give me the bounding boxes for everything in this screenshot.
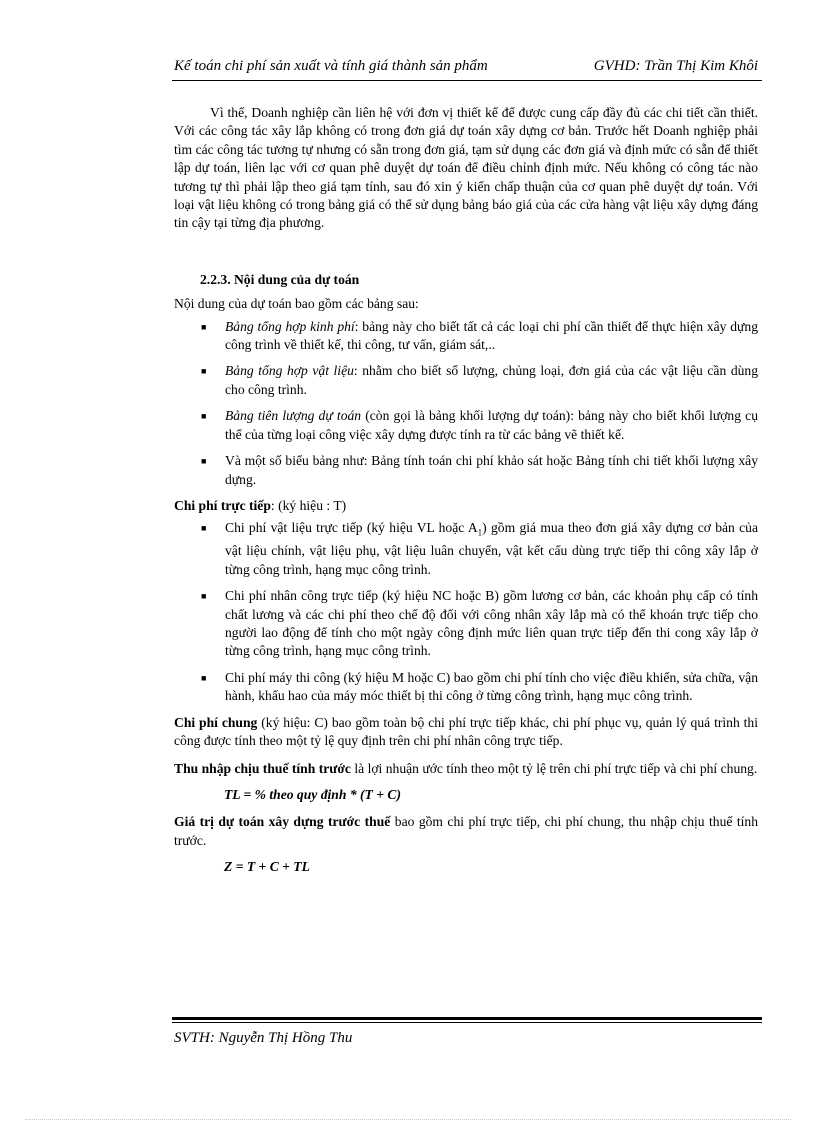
header-divider xyxy=(172,80,762,81)
bullet-square-icon: ■ xyxy=(201,523,207,534)
direct-cost-list xyxy=(174,519,758,705)
estimate-paragraph: Giá trị dự toán xây dựng trước thuế bao gồm chi phí trực tiếp, chi phí chung, thu nhập chịu thuế tính trước. xyxy=(174,814,758,848)
income-paragraph: Thu nhập chịu thuế tính trước là lợi nhuận ước tính theo một tỷ lệ trên chi phí trực tiếp và chi phí chung. xyxy=(174,760,758,776)
list-item: ■ Chi phí máy thi công (ký hiệu M hoặc C) bao gồm chi phí tính cho việc điều khiển, sửa chữa, vận hành, khấu hao của máy móc thiết bị thi công ở từng công trình, hạng mục công trình. xyxy=(201,669,758,704)
page-footer: SVTH: Nguyễn Thị Hồng Thu xyxy=(174,1030,353,1046)
section-lead: Nội dung của dự toán bao gồm các bảng sau: xyxy=(174,296,419,312)
income-formula: TL = % theo quy định * (T + C) xyxy=(224,786,401,802)
list-item: ■ Chi phí vật liệu trực tiếp (ký hiệu VL hoặc $A_1$) gồm giá mua theo đơn giá xây dựng cơ bản của vật liệu chính, vật liệu phụ, vật liệu luân chuyển, vật kết cấu dùng trực tiếp thi công xây lắp ở từng công trình, hạng mục công trình. xyxy=(201,520,758,577)
estimate-tables-list xyxy=(174,318,758,489)
list-item xyxy=(174,318,758,355)
list-item-text: : bảng này cho biết tất cả các loại chi phí cần thiết để thực hiện xây dựng công trình về thiết kế, thi công, tư vấn, giám sát,.. xyxy=(225,318,758,353)
page-edge-divider xyxy=(25,1119,791,1120)
bullet-square-icon: ■ xyxy=(201,366,207,377)
list-item-text: : nhằm cho biết số lượng, chủng loại, đơn giá của các vật liệu cần dùng cho công trình. xyxy=(225,363,759,397)
list-item-term: Bảng tiên lượng dự toán xyxy=(225,408,362,424)
general-cost-paragraph: Chi phí chung (ký hiệu: C) bao gồm toàn bộ chi phí trực tiếp khác, chi phí phục vụ, quản lý quá trình thi công được tính theo một tỷ lệ quy định trên chi phí nhân công trực tiếp. xyxy=(174,714,758,749)
bullet-square-icon: ■ xyxy=(201,456,207,467)
list-item xyxy=(174,407,758,444)
header-title: Kế toán chi phí sản xuất và tính giá thành sản phẩm xyxy=(174,58,488,74)
bullet-square-icon: ■ xyxy=(201,411,207,422)
list-item-text: (còn gọi là bảng khối lượng dự toán): bảng này cho biết khối lượng cụ thể của từng loại công việc xây dựng được tính ra từ các bảng vẽ thiết kế. xyxy=(225,408,758,442)
bullet-square-icon: ■ xyxy=(201,591,207,602)
section-heading: 2.2.3. Nội dung của dự toán xyxy=(200,271,360,287)
list-item xyxy=(174,452,758,489)
intro-paragraph: Vì thế, Doanh nghiệp cần liên hệ với đơn vị thiết kế để được cung cấp đầy đủ các chi tiết cần thiết. Với các công tác xây lắp không có trong đơn giá dự toán xây dựng cơ bản. Trước hết Doanh nghiệp phải tìm các công tác tương tự nhưng có sẵn trong đơn giá, tạm sử dụng các đơn giá và định mức có sẵn để thiết lập dự toán, liên lạc với cơ quan phê duyệt dự toán để điều chỉnh định mức. Nếu không có công tác nào tương tự thì phải lập theo giá tạm tính, sau đó xin ý kiến chấp thuận của cơ quan phê duyệt dự toán. Với loại vật liệu không có trong bảng giá có thể sử dụng bảng báo giá của các cửa hàng vật liệu xây dựng đáng tin cậy tại từng địa phương. xyxy=(174,105,758,231)
list-item-term: Bảng tổng hợp vật liệu xyxy=(225,363,354,379)
list-item-text: Và một số biểu bảng như: Bảng tính toán chi phí khảo sát hoặc Bảng tính chi tiết khối lượng xây dựng. xyxy=(225,453,758,487)
estimate-formula: Z = T + C + TL xyxy=(224,859,310,875)
list-item: ■ Chi phí nhân công trực tiếp (ký hiệu NC hoặc B) gồm lương cơ bản, các khoản phụ cấp có tính chất lương và các chi phí theo chế độ đối với công nhân xây lắp mà có thể khoán trực tiếp cho người lao động để tính cho một ngày công định mức liên quan trực tiếp đến thi cong xây lắp ở từng công trình, hạng mục công trình. xyxy=(201,588,758,659)
bullet-square-icon: ■ xyxy=(201,321,207,332)
list-item-term: Bảng tổng hợp kinh phí xyxy=(225,318,355,334)
list-item xyxy=(174,362,758,399)
footer-divider xyxy=(172,1017,762,1023)
document-body xyxy=(174,104,758,886)
direct-cost-heading: Chi phí trực tiếp: (ký hiệu : T) xyxy=(174,497,347,513)
header-supervisor: GVHD: Trần Thị Kim Khôi xyxy=(593,58,758,74)
bullet-square-icon: ■ xyxy=(201,672,207,683)
